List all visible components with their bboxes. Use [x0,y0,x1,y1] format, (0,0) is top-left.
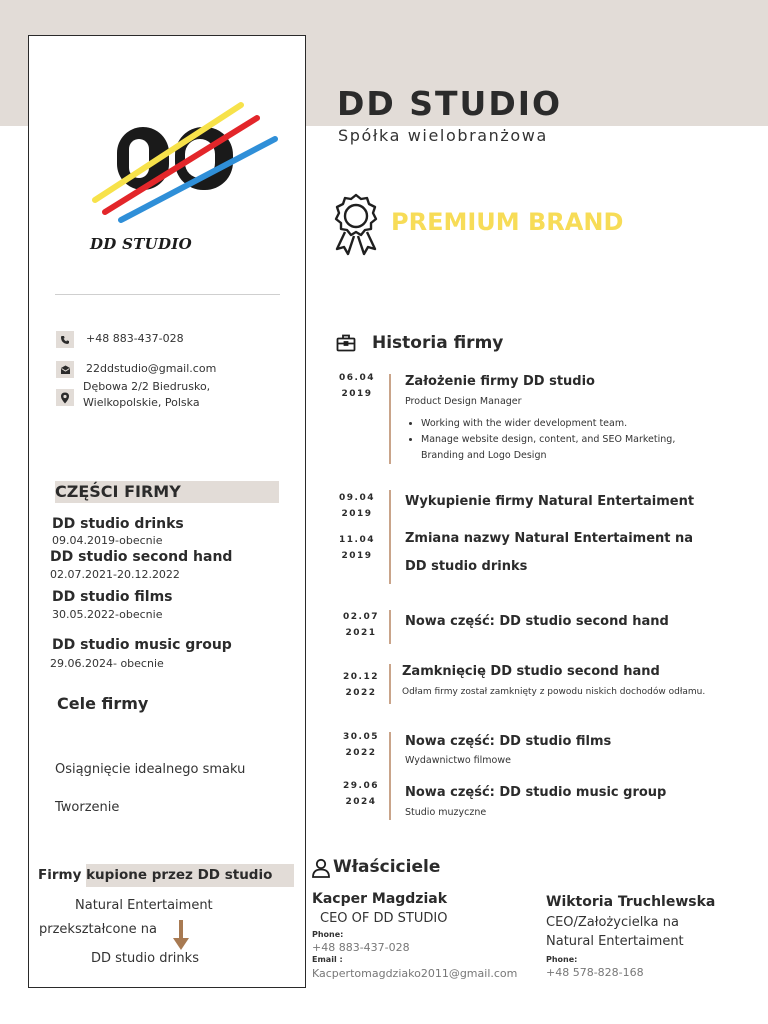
timeline-date [337,490,377,522]
timeline-title: Nowa część: DD studio films [405,734,612,749]
timeline-year: 2022 [345,748,377,758]
part-date: 02.07.2021-20.12.2022 [50,568,180,581]
timeline-year: 2019 [341,389,373,399]
bullet-item: • Working with the wider development team. [421,416,675,432]
owner-email: Kacpertomagdziako2011@gmail.com [312,967,518,980]
timeline-line [389,490,391,584]
bought-title [38,867,272,883]
bought-title-part1: Firmy [38,867,82,883]
timeline-day: 29.06 [343,781,379,791]
timeline-year: 2019 [341,551,373,561]
part-date: 29.06.2024- obecnie [50,657,164,670]
timeline-title: Założenie firmy DD studio [405,374,595,389]
part-date: 09.04.2019-obecnie [52,534,163,547]
timeline-date [341,778,381,810]
arrow-down-icon [172,918,190,952]
owner-phone-label: Phone: [546,955,578,964]
goals-title: Cele firmy [57,694,149,713]
timeline-day: 20.12 [343,672,379,682]
location-pin-icon [56,389,74,406]
timeline-line [389,374,391,464]
owner-email-label: Email : [312,955,343,964]
briefcase-icon [336,334,356,352]
part-name: DD studio second hand [50,549,233,565]
part-name: DD studio films [52,589,173,605]
owner-name: Wiktoria Truchlewska [546,894,716,910]
timeline-year: 2021 [345,628,377,638]
owner-role-continued: Natural Entertaiment [546,934,684,949]
bought-line1: Natural Entertaiment [75,898,213,913]
timeline-title: Zamknięcię DD studio second hand [402,664,660,679]
owner-phone: +48 578-828-168 [546,966,644,979]
owner-name: Kacper Magdziak [312,891,448,907]
timeline-year: 2019 [341,509,373,519]
person-icon [311,858,331,878]
bought-line2: przekształcone na [39,922,157,937]
parts-title: CZĘŚCI FIRMY [55,482,181,501]
bullet-item: • Manage website design, content, and SEO Marketing, [421,432,675,448]
company-title: DD STUDIO [337,84,563,123]
timeline-date [341,609,381,641]
timeline-title: Nowa część: DD studio second hand [405,614,669,629]
timeline-date [337,370,377,402]
timeline-day: 30.05 [343,732,379,742]
dd-logo-graphic [55,60,280,235]
timeline-line [389,610,391,644]
goal-item: Osiągnięcie idealnego smaku [55,762,246,777]
premium-brand-label: PREMIUM BRAND [391,208,624,236]
contact-address-line1: Dębowa 2/2 Biedrusko, [83,380,211,393]
timeline-date [341,669,381,701]
part-date: 30.05.2022-obecnie [52,608,163,621]
contact-phone: +48 883-437-028 [86,332,184,345]
bullet-item: Branding and Logo Design [421,450,547,461]
timeline-day: 09.04 [339,493,375,503]
contact-email: 22ddstudio@gmail.com [86,362,217,375]
owner-phone-label: Phone: [312,930,344,939]
timeline-subtitle: Wydawnictwo filmowe [405,755,511,766]
logo [55,60,280,270]
part-name: DD studio drinks [52,516,184,532]
timeline-title-continued: DD studio drinks [405,559,528,574]
logo-caption: DD STUDIO [89,235,193,253]
timeline-subtitle: Odłam firmy został zamknięty z powodu niskich dochodów odłamu. [402,687,706,697]
bought-title-part2: kupione przez DD studio [86,867,273,883]
owners-title: Właściciele [333,857,441,877]
timeline-subtitle: Studio muzyczne [405,807,487,818]
timeline-year: 2022 [345,688,377,698]
timeline-date [337,532,377,564]
owner-role: CEO/Założycielka na [546,915,679,930]
timeline-day: 06.04 [339,373,375,383]
sidebar-divider [55,294,280,295]
timeline-bullets [407,416,675,464]
timeline-day: 11.04 [339,535,375,545]
part-name: DD studio music group [52,637,232,653]
timeline-line [389,664,391,704]
goal-item: Tworzenie [55,800,120,815]
timeline-line [389,732,391,820]
timeline-title: Nowa część: DD studio music group [405,785,667,800]
award-badge-icon [329,192,383,258]
email-icon [56,361,74,378]
timeline-title: Wykupienie firmy Natural Entertaiment [405,494,695,509]
timeline-day: 02.07 [343,612,379,622]
contact-address-line2: Wielkopolskie, Polska [83,396,200,409]
timeline-date [341,729,381,761]
owner-phone: +48 883-437-028 [312,941,410,954]
timeline-subtitle: Product Design Manager [405,396,522,407]
history-title: Historia firmy [372,333,504,353]
timeline-title: Zmiana nazwy Natural Entertaiment na [405,531,694,546]
phone-icon [56,331,74,348]
company-subtitle: Spółka wielobranżowa [338,126,548,145]
owner-role: CEO OF DD STUDIO [320,911,448,926]
bought-line3: DD studio drinks [91,951,199,966]
timeline-year: 2024 [345,797,377,807]
